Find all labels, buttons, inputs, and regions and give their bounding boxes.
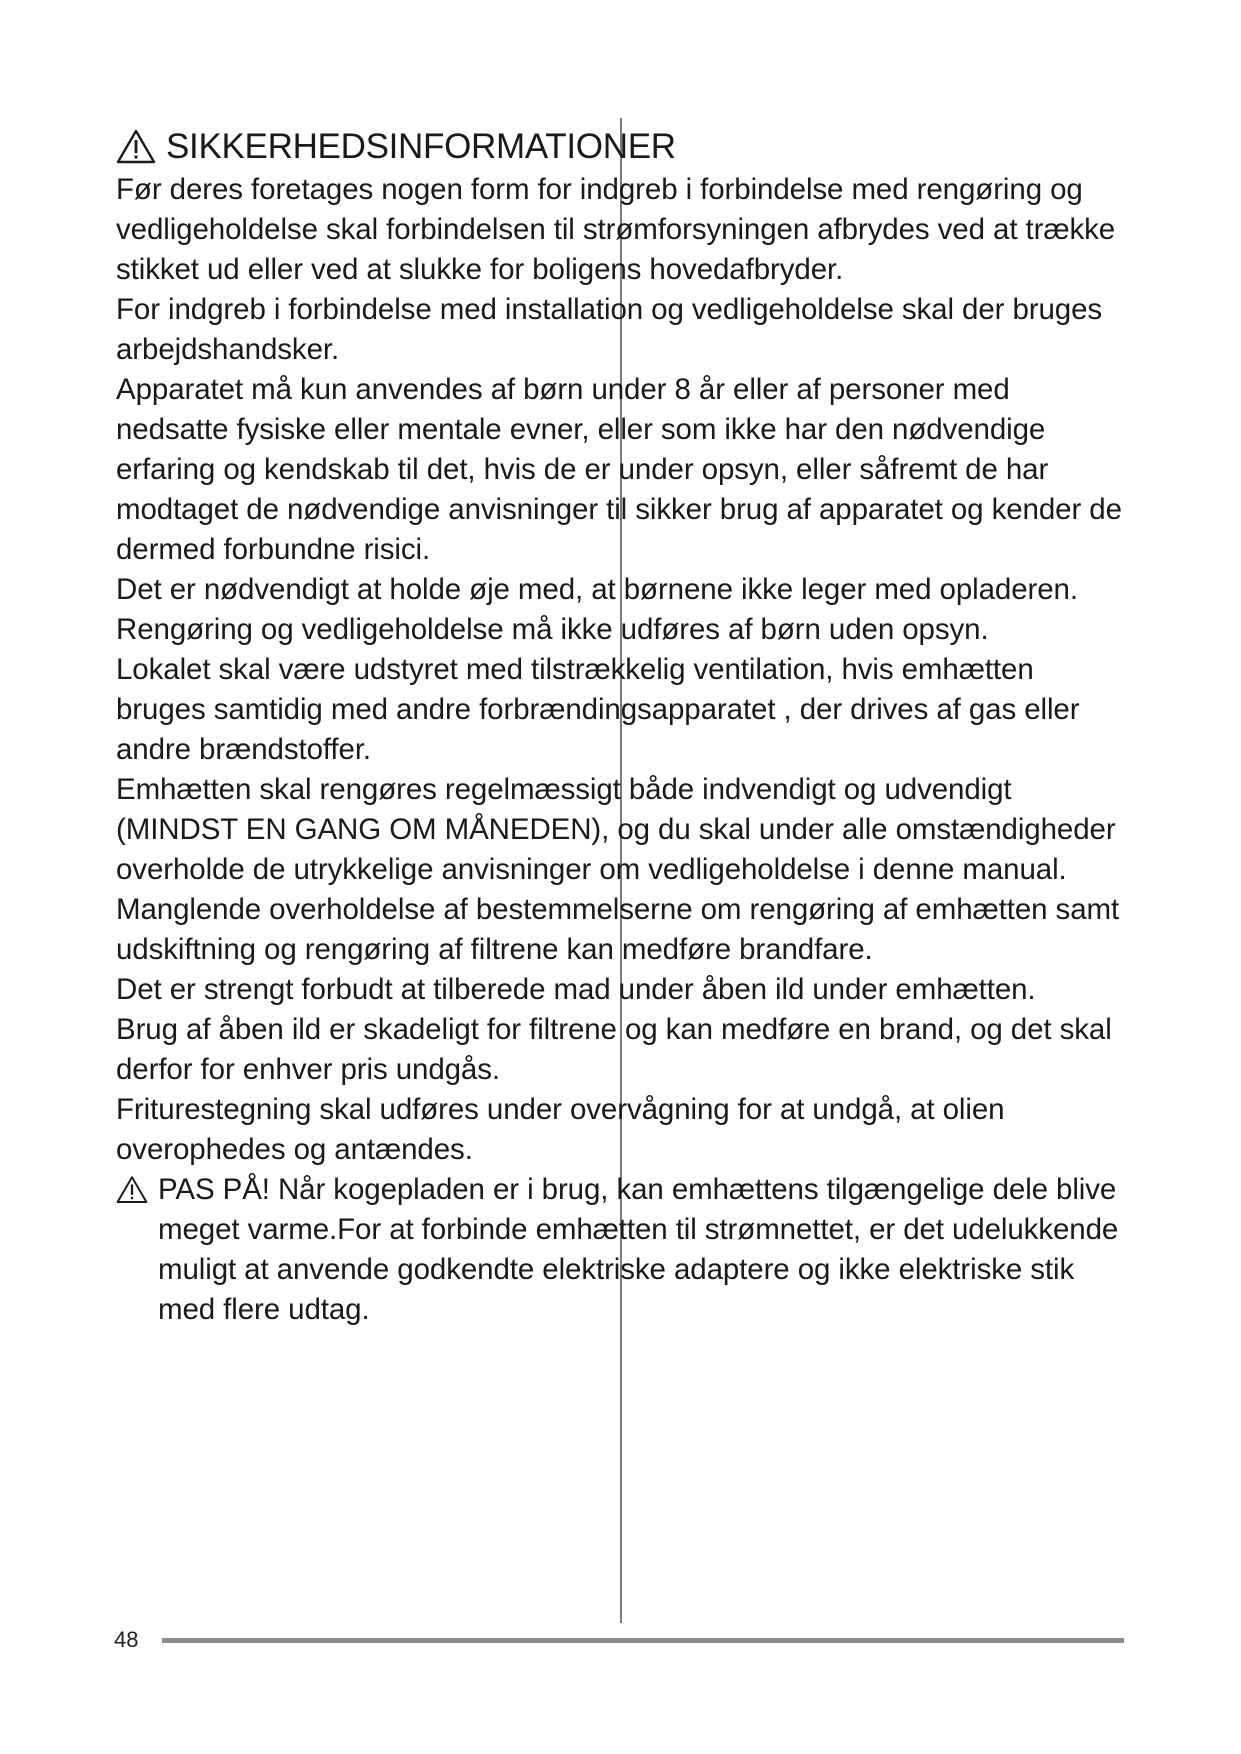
paragraph-power-disconnect: Før deres foretages nogen form for indgreb i forbindelse med rengøring og vedligeholdelse skal forbindelsen til strømforsyningen afbrydes ved at trække stikket ud eller ved at slukke for boligens hovedafbryder. xyxy=(116,173,1116,286)
paragraph-fire-hazard: Manglende overholdelse af bestemmelserne om rengøring af emhætten samt udskiftning og rengøring af filtrene kan medføre brandfare. xyxy=(116,893,1120,966)
page-footer xyxy=(114,1627,1124,1653)
paragraph-children-supervision: Det er nødvendigt at holde øje med, at børnene ikke leger med opladeren. xyxy=(116,573,1078,606)
paragraph-open-flame-ban: Det er strengt forbudt at tilberede mad under åben ild under emhætten. xyxy=(116,973,1036,1006)
paragraph-ventilation: Lokalet skal være udstyret med tilstrækkelig ventilation, hvis emhætten bruges samtidig med andre forbrændingsapparatet , der drives af gas eller andre brændstoffer. xyxy=(116,653,1080,766)
paragraph-open-flame-filters: Brug af åben ild er skadeligt for filtrene og kan medføre en brand, og det skal derfor for enhver pris undgås. xyxy=(116,1013,1112,1086)
section-title: SIKKERHEDSINFORMATIONER xyxy=(166,127,676,166)
paragraph-children-usage: Apparatet må kun anvendes af børn under 8 år eller af personer med nedsatte fysiske eller mentale evner, eller som ikke har den nødvendige erfaring og kendskab til det, hvis de er under opsyn, eller såfremt de har modtaget de nødvendige anvisninger til sikker brug af apparatet og kender de dermed forbundne risici. xyxy=(116,373,1122,566)
caution-notice xyxy=(116,1170,1126,1330)
page-number: 48 xyxy=(114,1627,139,1652)
safety-section xyxy=(116,124,1126,1330)
paragraph-deep-frying: Friturestegning skal udføres under overvågning for at undgå, at olien overophedes og antændes. xyxy=(116,1093,1005,1166)
caution-text: PAS PÅ! Når kogepladen er i brug, kan emhættens tilgængelige dele blive meget varme.For at forbinde emhætten til strømnettet, er det udelukkende muligt at anvende godkendte elektriske adaptere og ikke elektriske stik med flere udtag. xyxy=(158,1173,1119,1326)
warning-triangle-icon xyxy=(116,129,156,165)
footer-rule xyxy=(162,1638,1124,1643)
paragraph-gloves: For indgreb i forbindelse med installation og vedligeholdelse skal der bruges arbejdshandsker. xyxy=(116,293,1103,366)
paragraph-cleaning-schedule: Emhætten skal rengøres regelmæssigt både indvendigt og udvendigt (MINDST EN GANG OM MÅNEDEN), og du skal under alle omstændigheder overholde de utrykkelige anvisninger om vedligeholdelse i denne manual. xyxy=(116,773,1116,886)
section-heading xyxy=(116,124,1126,170)
warning-triangle-icon xyxy=(116,1175,148,1205)
paragraph-children-cleaning: Rengøring og vedligeholdelse må ikke udføres af børn uden opsyn. xyxy=(116,613,989,646)
